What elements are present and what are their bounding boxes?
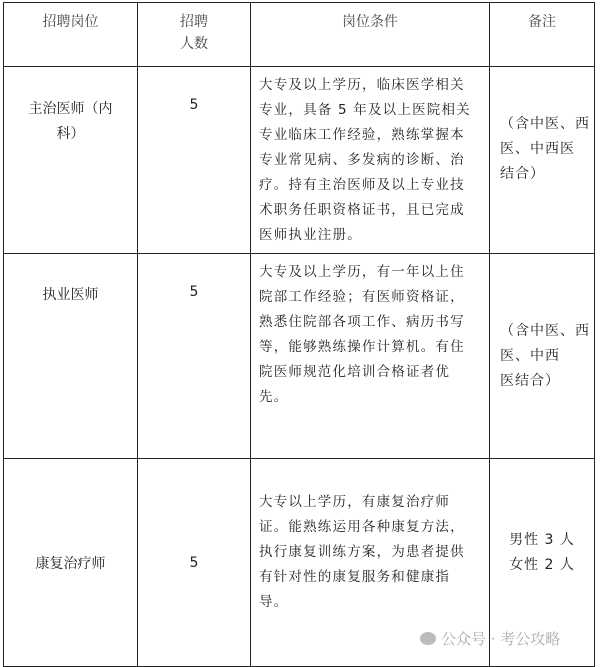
header-count: 招聘 人数	[138, 3, 251, 67]
position-cell: 执业医师	[4, 254, 138, 459]
condition-line: 有针对性的康复服务和健康指	[259, 569, 451, 585]
watermark-text: 公众号 · 考公攻略	[441, 630, 561, 648]
condition-line: 先。	[259, 389, 289, 405]
condition-line: 等，能够熟练操作计算机。有住	[259, 339, 465, 355]
condition-line: 导。	[259, 594, 289, 610]
condition-line: 疗。持有主治医师及以上专业技	[259, 177, 465, 193]
table-row	[4, 67, 595, 254]
note-cell: （含中医、西 医、中西 医结合）	[490, 254, 595, 459]
header-notes: 备注	[490, 3, 595, 67]
count-cell: 5	[138, 67, 251, 254]
header-row	[4, 3, 595, 67]
condition-line: 医师执业注册。	[259, 227, 362, 243]
watermark	[420, 628, 560, 649]
header-position: 招聘岗位	[4, 3, 138, 67]
condition-line: 大专以上学历，有康复治疗师	[259, 494, 451, 510]
condition-line: 大专及以上学历，有一年以上住	[259, 264, 465, 280]
condition-line: 专业，具备 5 年及以上医院相关	[259, 102, 471, 118]
table-row	[4, 254, 595, 459]
note-cell: （含中医、西 医、中西医 结合）	[490, 67, 595, 254]
wechat-icon	[420, 632, 436, 645]
condition-line: 术职务任职资格证书，且已完成	[259, 202, 465, 218]
conditions-cell	[251, 254, 490, 459]
conditions-cell	[251, 67, 490, 254]
header-conditions: 岗位条件	[251, 3, 490, 67]
condition-line: 院部工作经验；有医师资格证，	[259, 289, 465, 305]
condition-line: 专业常见病、多发病的诊断、治	[259, 152, 465, 168]
recruitment-table	[3, 2, 595, 667]
condition-line: 执行康复训练方案，为患者提供	[259, 544, 465, 560]
position-cell: 主治医师（内 科）	[4, 67, 138, 254]
count-cell: 5	[138, 254, 251, 459]
condition-line: 院医师规范化培训合格证者优	[259, 364, 451, 380]
note-cell: 男性 3 人 女性 2 人	[490, 459, 595, 667]
count-cell: 5	[138, 459, 251, 667]
position-cell: 康复治疗师	[4, 459, 138, 667]
condition-line: 大专及以上学历，临床医学相关	[259, 77, 465, 93]
condition-line: 专业临床工作经验，熟练掌握本	[259, 127, 465, 143]
condition-line: 证。能熟练运用各种康复方法，	[259, 519, 465, 535]
condition-line: 熟悉住院部各项工作、病历书写	[259, 314, 465, 330]
